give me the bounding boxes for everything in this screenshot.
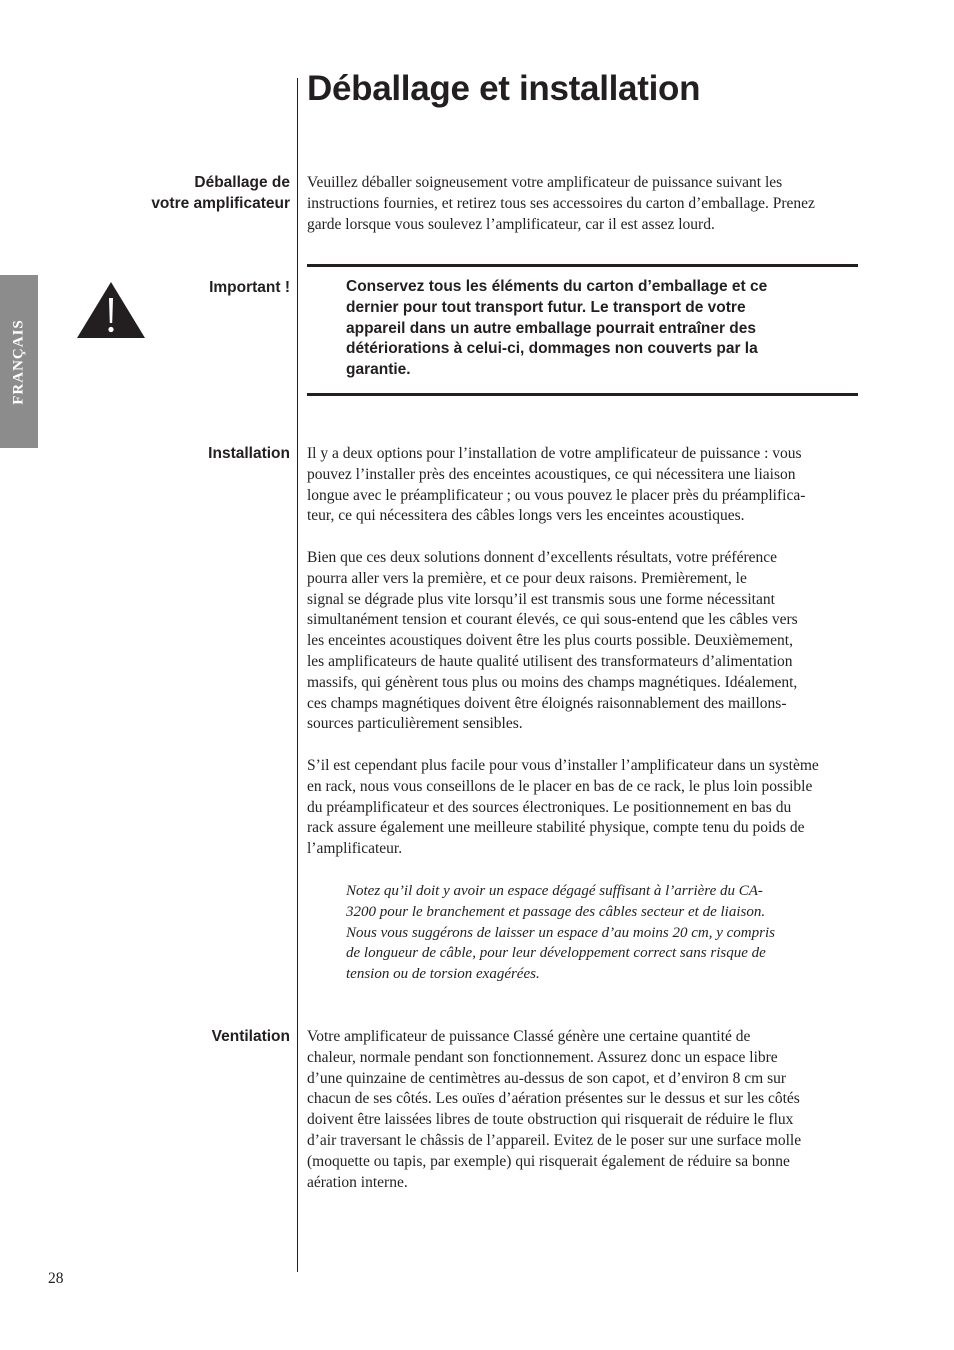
text-line: Nous vous suggérons de laisser un espace d’au moins 20 cm, y compris <box>346 924 775 941</box>
text-line: pourra aller vers la première, et ce pour deux raisons. Premièrement, le <box>307 569 747 587</box>
text-line: les amplificateurs de haute qualité utilisent des transformateurs d’alimentation <box>307 652 793 670</box>
installation-paragraph-1 <box>307 444 863 527</box>
section-label-line: votre amplificateur <box>151 194 290 212</box>
text-line: longue avec le préamplificateur ; ou vous pouvez le placer près du préamplifica- <box>307 486 806 504</box>
text-line: chaleur, normale pendant son fonctionnement. Assurez donc un espace libre <box>307 1048 778 1066</box>
text-line: tension ou de torsion exagérées. <box>346 966 540 983</box>
page-number: 28 <box>48 1270 64 1287</box>
text-line: instructions fournies, et retirez tous ses accessoires du carton d’emballage. Prenez <box>307 194 815 212</box>
section-label-installation: Installation <box>208 445 290 462</box>
text-line: les enceintes acoustiques doivent être les plus courts possible. Deuxièmement, <box>307 632 793 650</box>
text-line: (moquette ou tapis, par exemple) qui risquerait également de réduire sa bonne <box>307 1152 790 1170</box>
text-line: signal se dégrade plus vite lorsqu’il est transmis sous une forme nécessitant <box>307 590 775 608</box>
text-line: 3200 pour le branchement et passage des câbles secteur et de liaison. <box>346 903 766 920</box>
text-line: garde lorsque vous soulevez l’amplificateur, car il est assez lourd. <box>307 215 715 233</box>
ventilation-paragraph <box>307 1027 863 1193</box>
text-line: appareil dans un autre emballage pourrait entraîner des <box>346 319 757 337</box>
unpacking-paragraph <box>307 173 863 235</box>
text-line: en rack, nous vous conseillons de le placer en bas de ce rack, le plus loin possible <box>307 777 813 795</box>
important-warning-text <box>346 277 816 381</box>
text-line: sources particulièrement sensibles. <box>307 715 523 733</box>
text-line: massifs, qui génèrent tous plus ou moins des champs magnétiques. Idéalement, <box>307 673 798 691</box>
section-label-unpacking <box>60 173 290 214</box>
section-label-important: Important ! <box>209 279 290 296</box>
text-line: aération interne. <box>307 1173 408 1191</box>
text-line: teur, ce qui nécessitera des câbles longs vers les enceintes acoustiques. <box>307 507 745 525</box>
text-line: l’amplificateur. <box>307 840 403 858</box>
text-line: Bien que ces deux solutions donnent d’excellents résultats, votre préférence <box>307 549 778 566</box>
text-line: chacun de ses côtés. Les ouïes d’aération présentes sur le dessus et sur les côtés <box>307 1090 800 1108</box>
warning-top-rule <box>307 264 858 267</box>
text-line: détériorations à celui-ci, dommages non couverts par la <box>346 340 758 358</box>
text-line: pouvez l’installer près des enceintes acoustiques, ce qui nécessitera une liaison <box>307 465 796 483</box>
warning-bottom-rule <box>307 393 858 396</box>
text-line: Votre amplificateur de puissance Classé génère une certaine quantité de <box>307 1028 751 1045</box>
text-line: du préamplificateur et des sources électroniques. Le positionnement en bas du <box>307 798 792 816</box>
text-line: simultanément tension et courant élevés, ce qui sous-entend que les câbles vers <box>307 611 798 629</box>
language-tab-label: FRANÇAIS <box>10 318 27 405</box>
text-line: rack assure également une meilleure stabilité physique, compte tenu du poids de <box>307 819 805 837</box>
installation-note <box>346 881 806 985</box>
text-line: ces champs magnétiques doivent être éloignés raisonnablement des maillons- <box>307 694 787 712</box>
text-line: dernier pour tout transport futur. Le transport de votre <box>346 298 746 316</box>
text-line: Il y a deux options pour l’installation de votre amplificateur de puissance : vous <box>307 445 802 462</box>
text-line: Veuillez déballer soigneusement votre amplificateur de puissance suivant les <box>307 174 783 191</box>
text-line: S’il est cependant plus facile pour vous d’installer l’amplificateur dans un système <box>307 757 819 774</box>
section-label-line: Déballage de <box>194 174 290 191</box>
text-line: de longueur de câble, pour leur développement correct sans risque de <box>346 945 766 962</box>
installation-paragraph-2 <box>307 548 863 735</box>
section-label-ventilation: Ventilation <box>211 1028 290 1045</box>
text-line: d’air traversant le châssis de l’appareil. Evitez de le poser sur une surface molle <box>307 1131 802 1149</box>
text-line: doivent être laissées libres de toute obstruction qui risquerait de réduire le flux <box>307 1111 794 1129</box>
page-title: Déballage et installation <box>307 69 701 108</box>
text-line: garantie. <box>346 361 411 379</box>
language-tab <box>0 275 38 448</box>
installation-paragraph-3 <box>307 756 863 860</box>
text-line: Notez qu’il doit y avoir un espace dégagé suffisant à l’arrière du CA- <box>346 883 763 899</box>
column-divider <box>297 78 298 1272</box>
text-line: d’une quinzaine de centimètres au-dessus de son capot, et d’environ 8 cm sur <box>307 1069 787 1087</box>
text-line: Conservez tous les éléments du carton d’emballage et ce <box>346 278 768 295</box>
